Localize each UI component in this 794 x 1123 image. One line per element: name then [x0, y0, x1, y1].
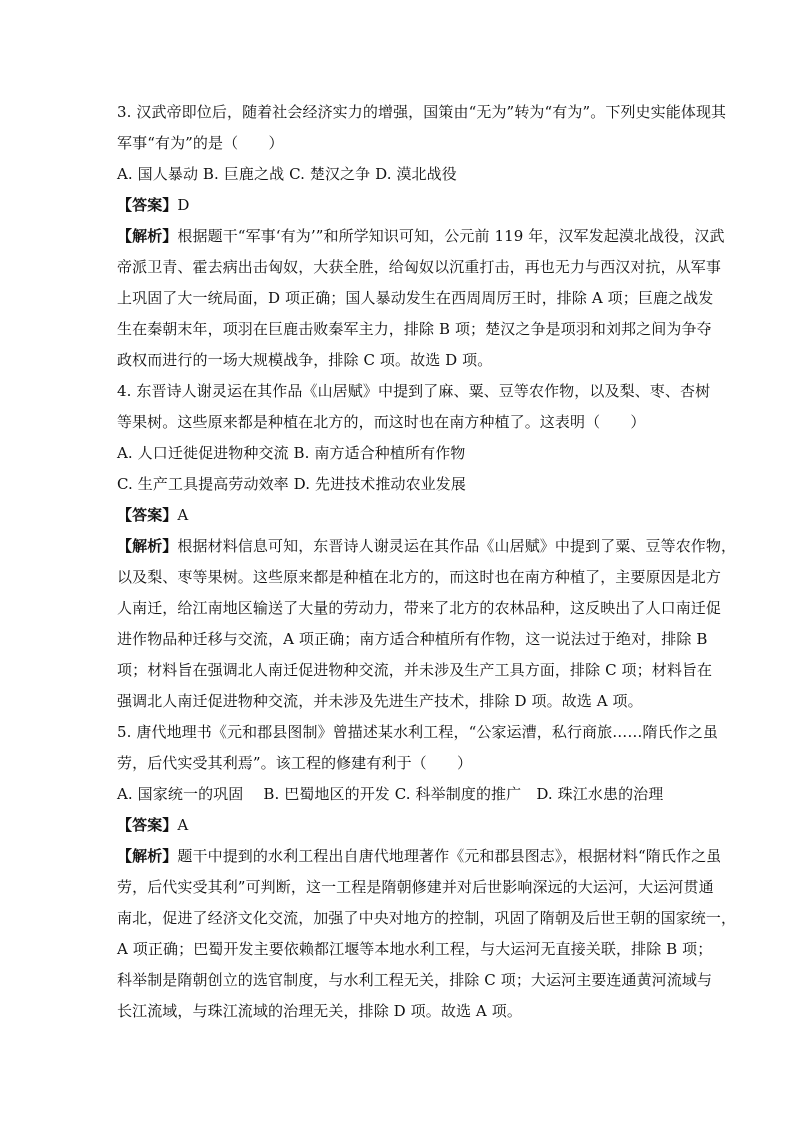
analysis-text: 进作物品种迁移与交流，A 项正确；南方适合种植所有作物，这一说法过于绝对，排除 B — [117, 630, 708, 648]
answer-line — [117, 190, 679, 221]
analysis-text: 根据材料信息可知，东晋诗人谢灵运在其作品《山居赋》中提到了粟、豆等农作物， — [177, 537, 737, 555]
answer-label: 【答案】 — [117, 506, 178, 524]
analysis-line — [117, 221, 725, 252]
analysis-text: 以及梨、枣等果树。这些原来都是种植在北方的，而这时也在南方种植了，主要原因是北方 — [117, 568, 722, 586]
analysis-text: 帝派卫青、霍去病出击匈奴，大获全胜，给匈奴以沉重打击，再也无力与西汉对抗，从军事 — [117, 258, 722, 276]
analysis-label: 【解析】 — [117, 227, 178, 245]
analysis-text: A 项正确；巴蜀开发主要依赖都江堰等本地水利工程，与大运河无直接关联，排除 B 项； — [117, 940, 713, 958]
question-stem-line: 3. 汉武帝即位后，随着社会经济实力的增强，国策由“无为”转为“有为”。下列史实能体现其 — [117, 103, 727, 121]
answer-line — [117, 810, 679, 841]
analysis-label: 【解析】 — [117, 537, 178, 555]
analysis-text: 根据题干“军事‘有为’”和所学知识可知，公元前 119 年，汉军发起漠北战役，汉武 — [177, 227, 725, 245]
analysis-text: 人南迁，给江南地区输送了大量的劳动力，带来了北方的农林品种，这反映出了人口南迁促 — [117, 599, 722, 617]
question-3 — [117, 97, 727, 376]
answer-label: 【答案】 — [117, 196, 178, 214]
analysis-label: 【解析】 — [117, 847, 178, 865]
answer-value: D — [177, 196, 190, 214]
question-options: A. 国人暴动 B. 巨鹿之战 C. 楚汉之争 D. 漠北战役 — [117, 165, 457, 183]
question-options: A. 人口迁徙促进物种交流 B. 南方适合种植所有作物 — [117, 444, 466, 462]
analysis-line — [117, 841, 722, 872]
analysis-text: 强调北人南迁促进物种交流，并未涉及先进生产技术，排除 D 项。故选 A 项。 — [117, 692, 643, 710]
analysis-text: 上巩固了大一统局面，D 项正确；国人暴动发生在西周周厉王时，排除 A 项；巨鹿之战发 — [117, 289, 714, 307]
answer-line — [117, 500, 679, 531]
analysis-text: 科举制是隋朝创立的选官制度，与水利工程无关，排除 C 项；大运河主要连通黄河流域与 — [117, 971, 713, 989]
analysis-text: 题干中提到的水利工程出自唐代地理著作《元和郡县图志》，根据材料“隋氏作之虽 — [177, 847, 722, 865]
question-5 — [117, 717, 737, 1027]
question-stem-line: 军事“有为”的是（ ） — [117, 134, 284, 152]
document-content — [117, 97, 737, 1027]
analysis-text: 长江流域，与珠江流域的治理无关，排除 D 项。故选 A 项。 — [117, 1002, 522, 1020]
answer-value: A — [177, 506, 189, 524]
question-stem-line: 劳，后代实受其利焉”。该工程的修建有利于（ ） — [117, 754, 473, 772]
question-options: C. 生产工具提高劳动效率 D. 先进技术推动农业发展 — [117, 475, 466, 493]
analysis-text: 政权而进行的一场大规模战争，排除 C 项。故选 D 项。 — [117, 351, 493, 369]
question-4 — [117, 376, 737, 717]
answer-label: 【答案】 — [117, 816, 178, 834]
analysis-line — [117, 531, 737, 562]
question-stem-line: 5. 唐代地理书《元和郡县图制》曾描述某水利工程，“公家运漕，私行商旅……隋氏作之虽 — [117, 723, 718, 741]
question-stem-line: 4. 东晋诗人谢灵运在其作品《山居赋》中提到了麻、粟、豆等农作物，以及梨、枣、杏树 — [117, 382, 711, 400]
analysis-text: 南北，促进了经济文化交流，加强了中央对地方的控制，巩固了隋朝及后世王朝的国家统一， — [117, 909, 737, 927]
analysis-text: 项；材料旨在强调北人南迁促进物种交流，并未涉及生产工具方面，排除 C 项；材料旨在 — [117, 661, 713, 679]
question-stem-line: 等果树。这些原来都是种植在北方的，而这时也在南方种植了。这表明（ ） — [117, 413, 646, 431]
question-options: A. 国家统一的巩固 B. 巴蜀地区的开发 C. 科举制度的推广 D. 珠江水患的治理 — [117, 785, 664, 803]
analysis-text: 劳，后代实受其利”可判断，这一工程是隋朝修建并对后世影响深远的大运河，大运河贯通 — [117, 878, 714, 896]
analysis-text: 生在秦朝末年，项羽在巨鹿击败秦军主力，排除 B 项；楚汉之争是项羽和刘邦之间为争夺 — [117, 320, 712, 338]
answer-value: A — [177, 816, 189, 834]
